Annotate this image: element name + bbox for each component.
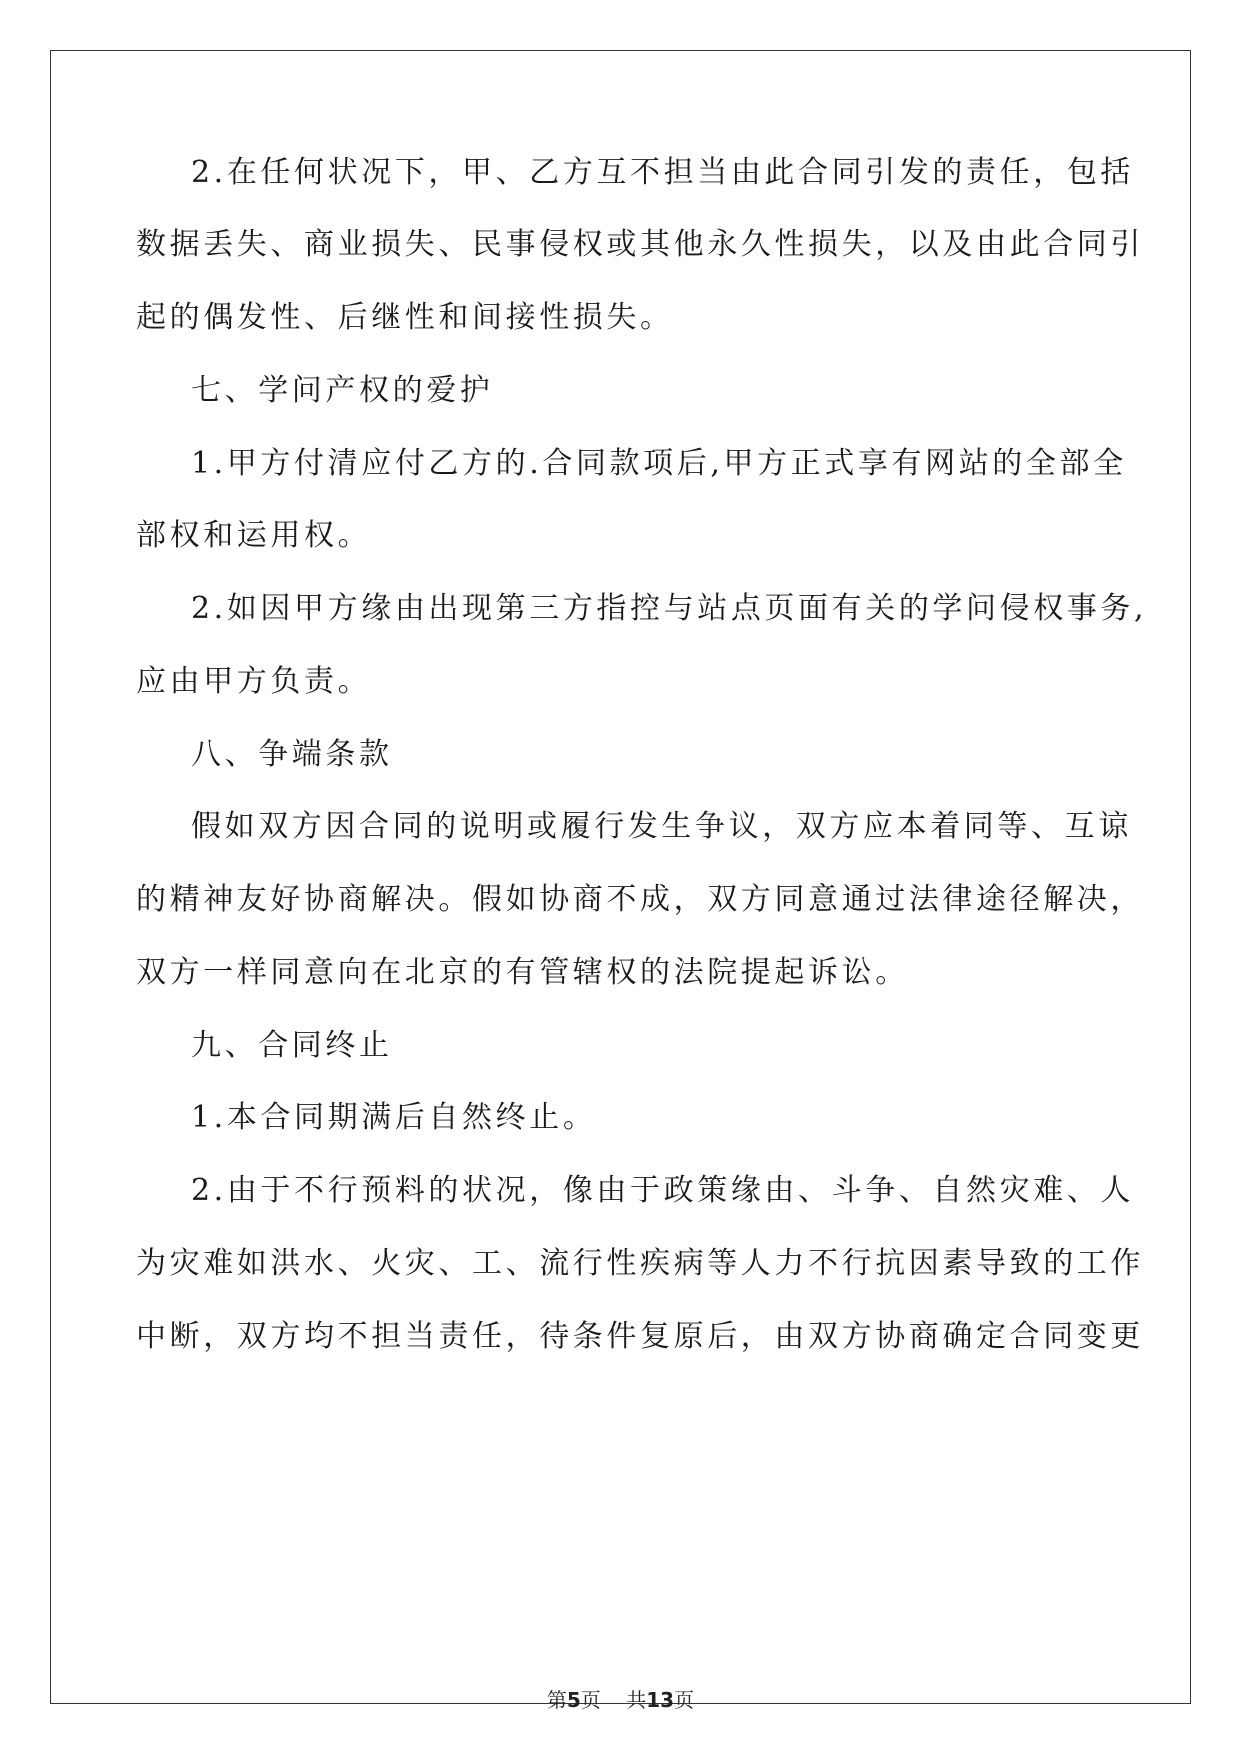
paragraph-line: 部权和运用权。 (136, 518, 372, 553)
paragraph-line: 数据丢失、商业损失、民事侵权或其他永久性损失，以及由此合同引 (136, 227, 1144, 262)
page-prefix: 第 (546, 1688, 567, 1712)
paragraph-line: 假如双方因合同的说明或履行发生争议，双方应本着同等、互谅 (191, 809, 1132, 844)
section-heading: 七、学问产权的爱护 (191, 373, 494, 408)
paragraph-line: 起的偶发性、后继性和间接性损失。 (136, 300, 674, 335)
paragraph-line: 1.本合同期满后自然终止。 (191, 1100, 597, 1135)
paragraph-line: 双方一样同意向在北京的有管辖权的法院提起诉讼。 (136, 955, 909, 990)
page-footer (0, 1688, 1241, 1712)
paragraph-line: 应由甲方负责。 (136, 664, 372, 699)
paragraph-line: 为灾难如洪水、火灾、工、流行性疾病等人力不行抗因素导致的工作 (136, 1246, 1144, 1281)
paragraph-line: 中断，双方均不担当责任，待条件复原后，由双方协商确定合同变更 (136, 1319, 1144, 1354)
total-prefix: 共 (626, 1688, 647, 1712)
section-heading: 九、合同终止 (191, 1028, 393, 1063)
paragraph-line: 2.由于不行预料的状况，像由于政策缘由、斗争、自然灾难、人 (191, 1173, 1135, 1208)
page-suffix: 页 (580, 1688, 601, 1712)
total-suffix: 页 (674, 1688, 695, 1712)
total-pages: 13 (646, 1688, 675, 1712)
paragraph-line: 的精神友好协商解决。假如协商不成，双方同意通过法律途径解决， (136, 882, 1144, 917)
paragraph-line: 1.甲方付清应付乙方的.合同款项后,甲方正式享有网站的全部全 (191, 446, 1127, 481)
page-number: 5 (566, 1688, 581, 1712)
section-heading: 八、争端条款 (191, 737, 393, 772)
paragraph-line: 2.如因甲方缘由出现第三方指控与站点页面有关的学问侵权事务, (191, 591, 1148, 626)
paragraph-line: 2.在任何状况下，甲、乙方互不担当由此合同引发的责任，包括 (191, 155, 1135, 190)
